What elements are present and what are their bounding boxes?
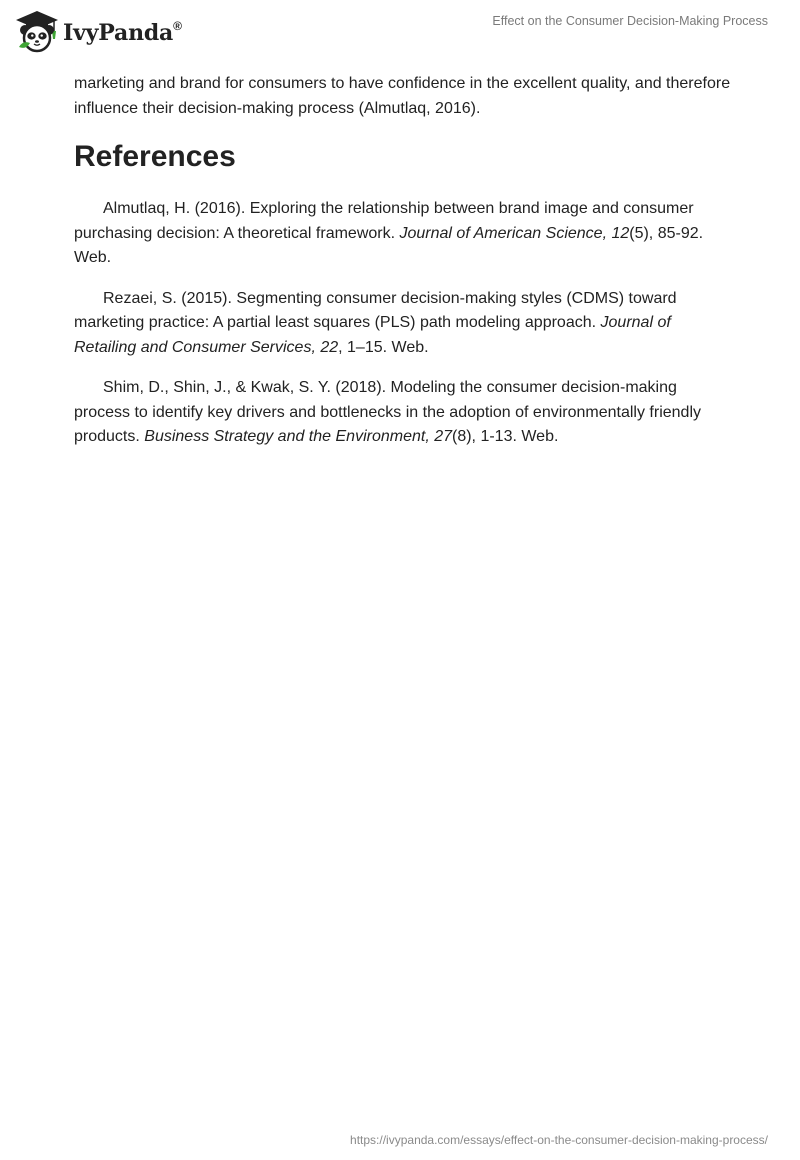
body-paragraph: marketing and brand for consumers to have confidence in the excellent quality, and therefore influence their decision-making process (Almutlaq, 2016). [74, 75, 731, 117]
reference-tail: , 1–15. Web. [338, 338, 429, 356]
reference-text: Rezaei, S. (2015). Segmenting consumer decision-making styles (CDMS) toward marketing practice: A partial least squares (PLS) path modeling approach. [74, 289, 677, 331]
reference-text: Almutlaq, H. (2016). Exploring the relationship between brand image and consumer purchasing decision: A theoretical framework. [74, 200, 694, 242]
essay-content [74, 72, 734, 466]
document-title: Effect on the Consumer Decision-Making Process [492, 14, 768, 28]
reference-tail: (5), 85-92. Web. [74, 224, 704, 266]
registered-mark: ® [173, 18, 182, 33]
reference-journal: Journal of Retailing and Consumer Services, 22 [74, 314, 671, 356]
reference-journal: Business Strategy and the Environment, 27 [144, 428, 452, 445]
reference-tail: (8), 1-13. Web. [452, 428, 559, 445]
references-heading: References [74, 140, 236, 173]
brand-name: IvyPanda® [63, 18, 182, 46]
reference-journal: Journal of American Science, 12 [399, 224, 630, 242]
ivypanda-logo[interactable] [14, 9, 182, 55]
reference-item [74, 376, 734, 450]
panda-graduate-icon [14, 9, 60, 55]
reference-item [74, 287, 734, 361]
reference-text: Shim, D., Shin, J., & Kwak, S. Y. (2018). Modeling the consumer decision-making process to identify key drivers and bottlenecks in the adoption of environmentally friendly products. [74, 379, 702, 445]
source-url[interactable]: https://ivypanda.com/essays/effect-on-the-consumer-decision-making-process/ [350, 1133, 768, 1147]
page-header [0, 0, 800, 66]
reference-item [74, 197, 734, 271]
